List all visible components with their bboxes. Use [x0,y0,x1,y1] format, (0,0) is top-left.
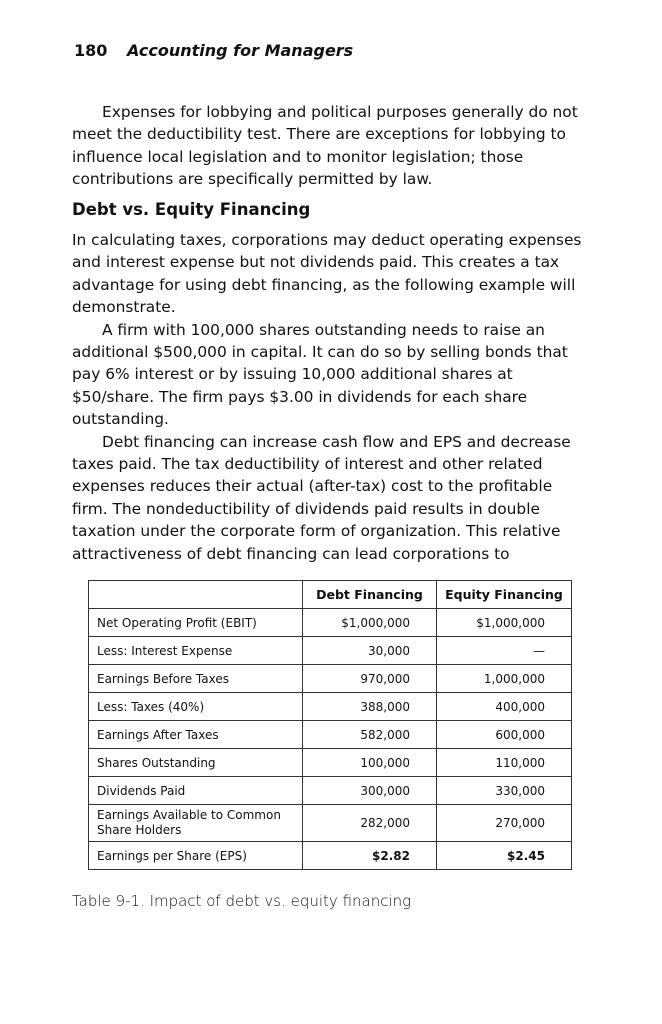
equity-value: $1,000,000 [437,609,572,637]
table-row [89,609,572,637]
equity-value: 600,000 [437,721,572,749]
paragraph: In calculating taxes, corporations may deduct operating expenses and interest expense but not dividends paid. This creates a tax advantage for using debt financing, as the following example will demonstrate. [72,231,582,317]
financing-table [88,580,572,870]
paragraph: Debt financing can increase cash flow and EPS and decrease taxes paid. The tax deductibility of interest and other related expenses reduces their actual (after-tax) cost to the profitable firm. The nondeductibility of dividends paid results in double taxation under the corporate form of organization. This relative attractiveness of debt financing can lead corporations to [72,432,571,563]
table-row [89,693,572,721]
debt-value: $1,000,000 [303,609,437,637]
table-row [89,777,572,805]
intro-text [72,101,592,191]
row-label: Less: Interest Expense [89,637,303,665]
equity-value: 400,000 [437,693,572,721]
debt-value: $2.82 [303,842,437,870]
debt-value: 300,000 [303,777,437,805]
debt-value: 100,000 [303,749,437,777]
running-header [74,41,353,60]
table-row [89,665,572,693]
row-label: Less: Taxes (40%) [89,693,303,721]
equity-value: — [437,637,572,665]
equity-value: 270,000 [437,805,572,842]
table-row [89,749,572,777]
table-row [89,805,572,842]
equity-value: 1,000,000 [437,665,572,693]
debt-value: 970,000 [303,665,437,693]
section-text [72,229,592,565]
row-label: Shares Outstanding [89,749,303,777]
row-label: Earnings Available to Common Share Holders [89,805,303,842]
row-label: Earnings After Taxes [89,721,303,749]
equity-value: $2.45 [437,842,572,870]
row-label: Dividends Paid [89,777,303,805]
debt-value: 388,000 [303,693,437,721]
table-row [89,721,572,749]
equity-value: 110,000 [437,749,572,777]
column-header: Equity Financing [437,581,572,609]
book-title: Accounting for Managers [126,41,354,60]
debt-value: 30,000 [303,637,437,665]
table-caption: Table 9-1. Impact of debt vs. equity financing [72,892,412,910]
page-number: 180 [74,41,108,60]
paragraph: A firm with 100,000 shares outstanding needs to raise an additional $500,000 in capital. It can do so by selling bonds that pay 6% interest or by issuing 10,000 additional shares at $50/share. The firm pays $3.00 in dividends for each share outstanding. [72,320,568,429]
equity-value: 330,000 [437,777,572,805]
table-header-row [89,581,572,609]
debt-value: 282,000 [303,805,437,842]
debt-value: 582,000 [303,721,437,749]
row-label: Earnings Before Taxes [89,665,303,693]
table-row [89,842,572,870]
row-label: Earnings per Share (EPS) [89,842,303,870]
column-header: Debt Financing [303,581,437,609]
column-header [89,581,303,609]
section-heading: Debt vs. Equity Financing [72,200,311,219]
table-row [89,637,572,665]
row-label: Net Operating Profit (EBIT) [89,609,303,637]
paragraph: Expenses for lobbying and political purposes generally do not meet the deductibility test. There are exceptions for lobbying to influence local legislation and to monitor legislation; those contributions are specifically permitted by law. [72,103,578,189]
